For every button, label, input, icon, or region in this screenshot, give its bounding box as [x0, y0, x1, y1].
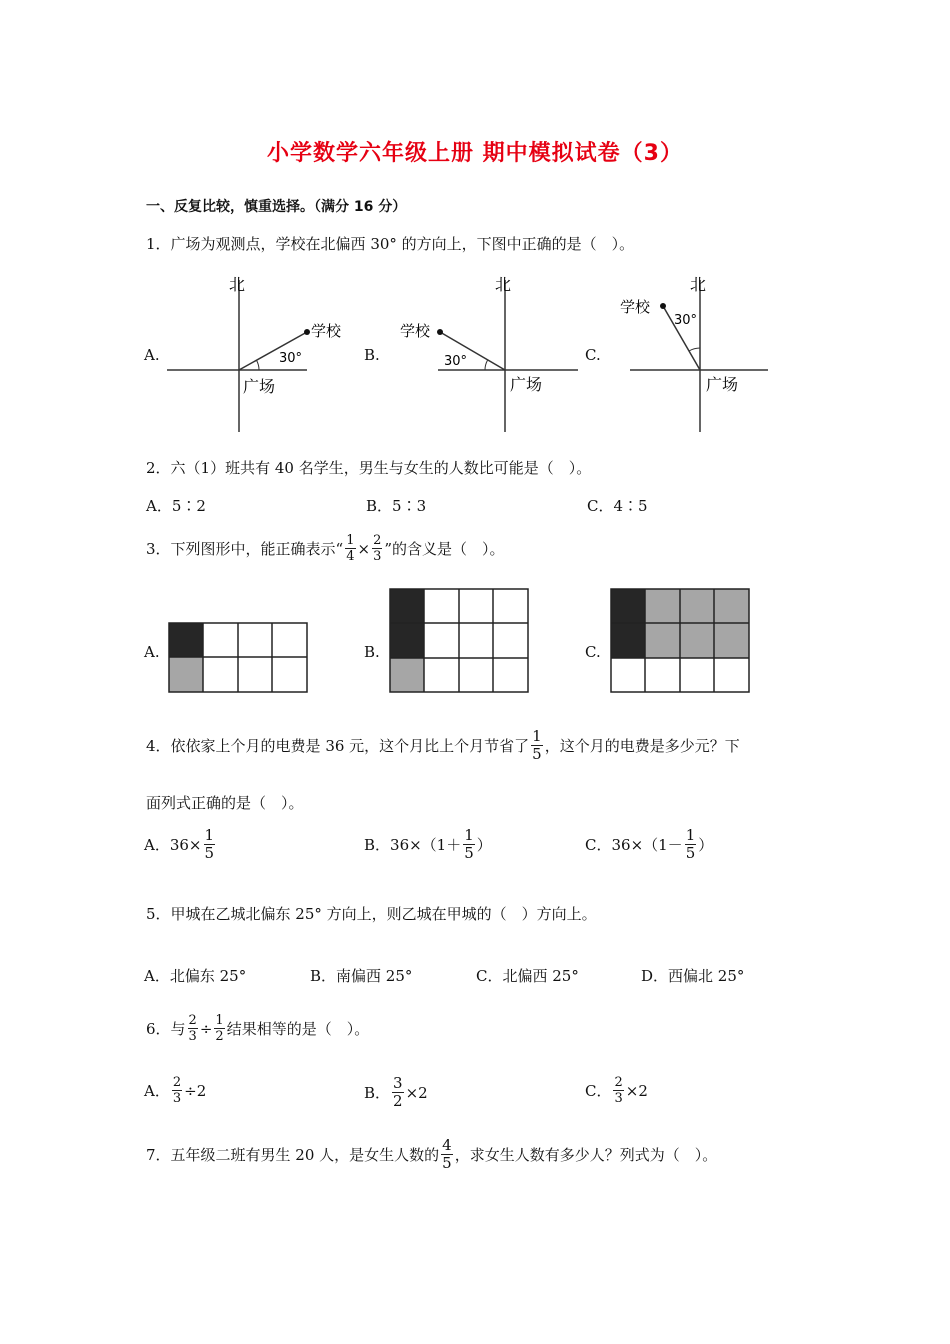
- question-2-text: 2．六（1）班共有 40 名学生，男生与女生的人数比可能是（ ）。: [146, 459, 592, 477]
- q1a-angle-label: 30°: [279, 351, 303, 366]
- q6-opt-c-den: 3: [614, 1091, 623, 1106]
- q6-operator: ÷: [199, 1019, 213, 1038]
- q5-option-d: D．西偏北 25°: [641, 967, 745, 985]
- q1c-square-label: 广场: [706, 375, 739, 394]
- q1b-school-label: 学校: [400, 322, 431, 340]
- q4-opt-c-den: 5: [685, 844, 696, 862]
- q6-option-b: [364, 1076, 428, 1109]
- q6-option-c: [585, 1076, 648, 1105]
- q1-option-a-label: A.: [144, 346, 160, 364]
- q6-opt-a-num: 2: [172, 1075, 182, 1090]
- q4-opt-b-den: 5: [464, 844, 474, 862]
- q2-option-c: C．4∶5: [587, 497, 648, 515]
- q6-fraction-1: [188, 1014, 198, 1043]
- q1-option-b-diagram: [398, 270, 583, 435]
- q3-fraction-2: [372, 534, 382, 563]
- q5-option-c: C．北偏西 25°: [476, 967, 579, 985]
- question-4-line-2: 面列式正确的是（ ）。: [146, 794, 304, 812]
- q3-text-post: ”的含义是（ ）。: [384, 540, 505, 558]
- q4-option-a: [144, 828, 217, 861]
- q6-opt-b-num: 3: [393, 1074, 403, 1092]
- q6-opt-a-post: ÷2: [184, 1081, 207, 1100]
- section-heading: 一、反复比较，慎重选择。（满分 16 分）: [146, 199, 407, 215]
- q1b-square-label: 广场: [510, 375, 543, 394]
- q3-operator: ×: [357, 539, 371, 558]
- q3-f1-den: 4: [346, 549, 355, 564]
- q1-option-a-diagram: [165, 270, 342, 435]
- q4-f-num: 1: [532, 727, 542, 745]
- question-4-line-1: [146, 729, 740, 762]
- q7-f-den: 5: [442, 1154, 452, 1172]
- q3-option-a-grid: [168, 622, 309, 694]
- q4-text-pre: 4．依依家上个月的电费是 36 元，这个月比上个月节省了: [146, 737, 530, 755]
- q6-f2-den: 2: [215, 1029, 224, 1044]
- q4-opt-a-den: 5: [204, 844, 215, 862]
- q5-option-b: B．南偏西 25°: [310, 967, 413, 985]
- q1b-angle-label: 30°: [444, 354, 468, 369]
- q3-text-pre: 3．下列图形中，能正确表示“: [146, 540, 344, 558]
- q4-text-post: ，这个月的电费是多少元？下: [544, 737, 740, 755]
- q4-option-c: [585, 828, 713, 861]
- q6-fraction-2: [214, 1014, 224, 1043]
- q4-opt-b-num: 1: [464, 826, 474, 844]
- q7-text-post: ，求女生人数有多少人？列式为（ ）。: [454, 1146, 718, 1164]
- q6-opt-a-fraction: [172, 1076, 182, 1105]
- q6-opt-c-pre: C．: [585, 1082, 612, 1100]
- q6-opt-a-pre: A．: [144, 1082, 170, 1100]
- q3-f2-den: 3: [373, 549, 382, 564]
- page-title: 小学数学六年级上册 期中模拟试卷（3）: [267, 141, 683, 166]
- q3-fraction-1: [345, 534, 355, 563]
- q6-opt-c-post: ×2: [625, 1081, 648, 1100]
- q6-text-pre: 6．与: [146, 1020, 186, 1038]
- q1-option-c-diagram: [618, 270, 773, 435]
- q6-f1-den: 3: [188, 1029, 197, 1044]
- q6-option-a: [144, 1076, 206, 1105]
- q2-option-a: A．5∶2: [146, 497, 206, 515]
- q6-opt-b-den: 2: [393, 1092, 403, 1110]
- q3-f2-num: 2: [373, 533, 382, 548]
- q6-opt-b-pre: B．: [364, 1084, 391, 1102]
- q4-opt-b-post: ）: [476, 836, 492, 854]
- q4-opt-c-fraction: [685, 828, 697, 861]
- q4-f-den: 5: [532, 745, 542, 763]
- q4-option-b: [364, 828, 492, 861]
- q1c-north-label: 北: [690, 275, 707, 294]
- q3-option-c-grid: [610, 588, 751, 694]
- q4-opt-b-pre: B．36×（1＋: [364, 836, 462, 854]
- q4-fraction: [531, 729, 543, 762]
- q1a-school-label: 学校: [311, 322, 342, 340]
- q1c-angle-label: 30°: [674, 313, 698, 328]
- q6-opt-c-num: 2: [614, 1075, 623, 1090]
- q3-option-c-label: C.: [585, 643, 601, 661]
- q3-option-a-label: A.: [144, 643, 160, 661]
- question-3-text: [146, 534, 505, 563]
- q6-f1-num: 2: [188, 1013, 197, 1028]
- question-1-text: 1．广场为观测点，学校在北偏西 30° 的方向上，下图中正确的是（ ）。: [146, 235, 635, 253]
- q5-option-a: A．北偏东 25°: [144, 967, 247, 985]
- q4-opt-c-pre: C．36×（1－: [585, 836, 683, 854]
- q3-f1-num: 1: [346, 533, 355, 548]
- question-5-text: 5．甲城在乙城北偏东 25° 方向上，则乙城在甲城的（ ）方向上。: [146, 905, 597, 923]
- q4-opt-a-fraction: [204, 828, 216, 861]
- q4-opt-c-post: ）: [698, 836, 714, 854]
- q6-opt-b-fraction: [392, 1076, 404, 1109]
- q6-opt-c-fraction: [613, 1076, 623, 1105]
- q1b-north-label: 北: [495, 275, 512, 294]
- q7-text-pre: 7．五年级二班有男生 20 人，是女生人数的: [146, 1146, 440, 1164]
- q1a-north-label: 北: [229, 275, 246, 294]
- q1c-school-label: 学校: [620, 298, 651, 316]
- q1-option-b-label: B.: [364, 346, 380, 364]
- question-7-text: [146, 1138, 717, 1171]
- question-6-text: [146, 1014, 369, 1043]
- q6-opt-b-post: ×2: [405, 1083, 428, 1102]
- q3-option-b-label: B.: [364, 643, 380, 661]
- q4-opt-b-fraction: [463, 828, 475, 861]
- q7-fraction: [441, 1138, 453, 1171]
- q3-option-b-grid: [389, 588, 530, 694]
- q6-f2-num: 1: [215, 1013, 224, 1028]
- q4-opt-a-num: 1: [204, 826, 215, 844]
- q7-f-num: 4: [442, 1136, 452, 1154]
- q4-opt-a-pre: A．36×: [144, 836, 202, 854]
- q6-text-post: 结果相等的是（ ）。: [226, 1020, 370, 1038]
- q1-option-c-label: C.: [585, 346, 601, 364]
- q1a-square-label: 广场: [243, 377, 276, 396]
- q4-opt-c-num: 1: [685, 826, 696, 844]
- q6-opt-a-den: 3: [172, 1091, 182, 1106]
- q2-option-b: B．5∶3: [366, 497, 427, 515]
